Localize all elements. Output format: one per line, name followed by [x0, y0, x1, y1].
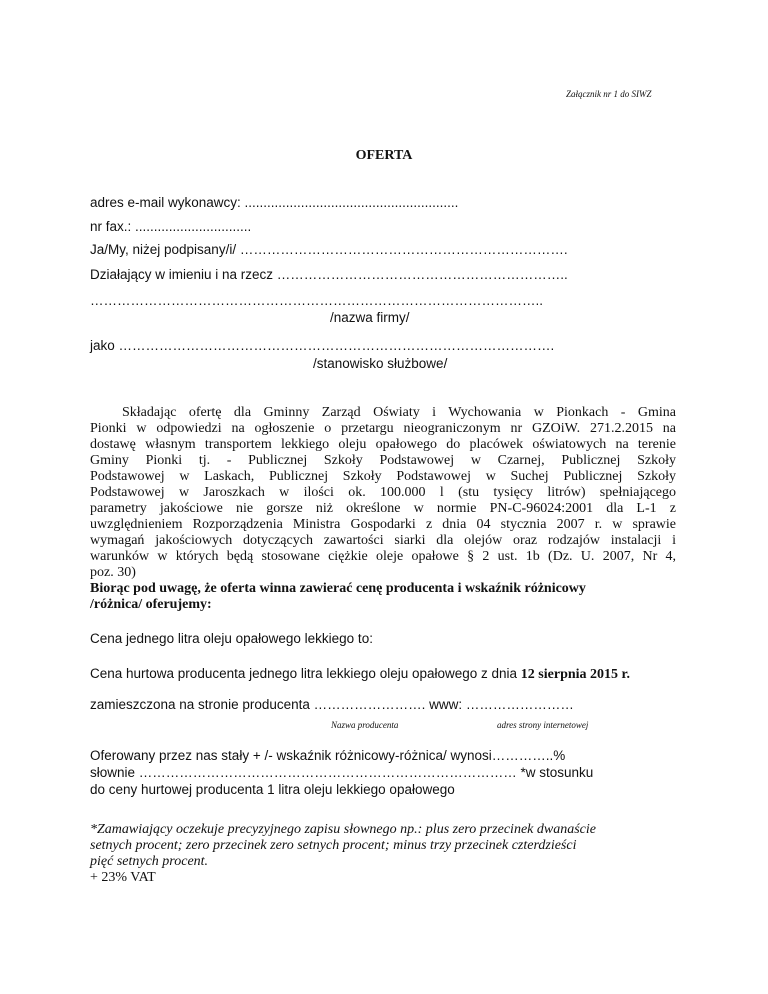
paragraph-line-2: dostawę własnym transportem lekkiego oleju opałowego do placówek oświatowych na terenie: [90, 437, 676, 452]
position-line: jako …………………………………………………………………………………….: [90, 338, 555, 353]
attachment-label: Załącznik nr 1 do SIWZ: [566, 89, 652, 99]
paragraph-last-line: poz. 30): [90, 565, 136, 580]
footnote-line-0: *Zamawiający oczekuje precyzyjnego zapisu słownego np.: plus zero przecinek dwanaście: [90, 822, 596, 837]
wholesale-date: 12 sierpnia 2015 r.: [520, 667, 630, 682]
footnote-line-2: pięć setnych procent.: [90, 854, 209, 869]
paragraph-line-9: warunków w których będą stosowane ciężkie oleje opałowe § 2 ust. 1b (Dz. U. 2007, Nr 4,: [90, 549, 676, 564]
producer-name-caption: Nazwa producenta: [331, 720, 399, 730]
paragraph-line-8: wymagań jakościowych dotyczących zawartości siarki dla olejów oraz rodzajów instalacji i: [90, 533, 676, 548]
paragraph-line-4: Podstawowej w Laskach, Publicznej Szkoły Podstawowej w Suchej Publicznej Szkoły: [90, 469, 676, 484]
paragraph-line-5: Podstawowej w Jaroszkach w ilości ok. 100.000 l (stu tysięcy litrów) spełniającego: [90, 485, 676, 500]
paragraph-line-3: Gminy Pionki tj. - Publicznej Szkoły Podstawowej w Czarnej, Publicznej Szkoły: [90, 453, 676, 468]
published-line: zamieszczona na stronie producenta ……………………. www: ……………………: [90, 697, 574, 712]
firm-name-dots: ………………………………………………………………………………………..: [90, 293, 544, 308]
fax-line: nr fax.: ...............................: [90, 219, 252, 234]
offered-line: Oferowany przez nas stały + /- wskaźnik różnicowy-różnica/ wynosi…………..%: [90, 748, 566, 763]
paragraph-line-0: Składając ofertę dla Gminny Zarząd Oświaty i Wychowania w Pionkach - Gmina: [122, 405, 676, 420]
paragraph-line-1: Pionki w odpowiedzi na ogłoszenie o przetargu nieograniczonym nr GZOiW. 271.2.2015 na: [90, 421, 676, 436]
paragraph-line-7: uwzględnieniem Rozporządzenia Ministra Gospodarki z dnia 04 stycznia 2007 r. w sprawie: [90, 517, 676, 532]
position-caption: /stanowisko służbowe/: [313, 356, 448, 371]
acting-line: Działający w imieniu i na rzecz ………………………………………………………..: [90, 267, 568, 282]
email-line: adres e-mail wykonawcy: .........................................................: [90, 195, 459, 210]
firm-name-caption: /nazwa firmy/: [330, 310, 410, 325]
wholesale-price-line: [90, 666, 630, 683]
vat-line: + 23% VAT: [90, 870, 156, 885]
paragraph-line-6: parametry jakościowe nie gorsze niż określone w normie PN-C-96024:2001 dla L-1 z: [90, 501, 676, 516]
document-title: OFERTA: [355, 148, 413, 163]
in-words-line: słownie ………………………………………………………………………… *w stosunku: [90, 765, 594, 780]
to-price-line: do ceny hurtowej producenta 1 litra oleju lekkiego opałowego: [90, 782, 455, 797]
wholesale-prefix: Cena hurtowa producenta jednego litra lekkiego oleju opałowego z dnia: [90, 666, 521, 681]
bold-notice-line-0: Biorąc pod uwagę, że oferta winna zawierać cenę producenta i wskaźnik różnicowy: [90, 581, 586, 596]
producer-site-caption: adres strony internetowej: [497, 720, 589, 730]
bold-notice-line-1: /różnica/ oferujemy:: [90, 597, 212, 612]
undersigned-line: Ja/My, niżej podpisany/i/ ……………………………………………………………….: [90, 242, 568, 257]
footnote-line-1: setnych procent; zero przecinek zero setnych procent; minus trzy przecinek czterdzieści: [90, 838, 577, 853]
price-liter-line: Cena jednego litra oleju opałowego lekkiego to:: [90, 631, 373, 646]
